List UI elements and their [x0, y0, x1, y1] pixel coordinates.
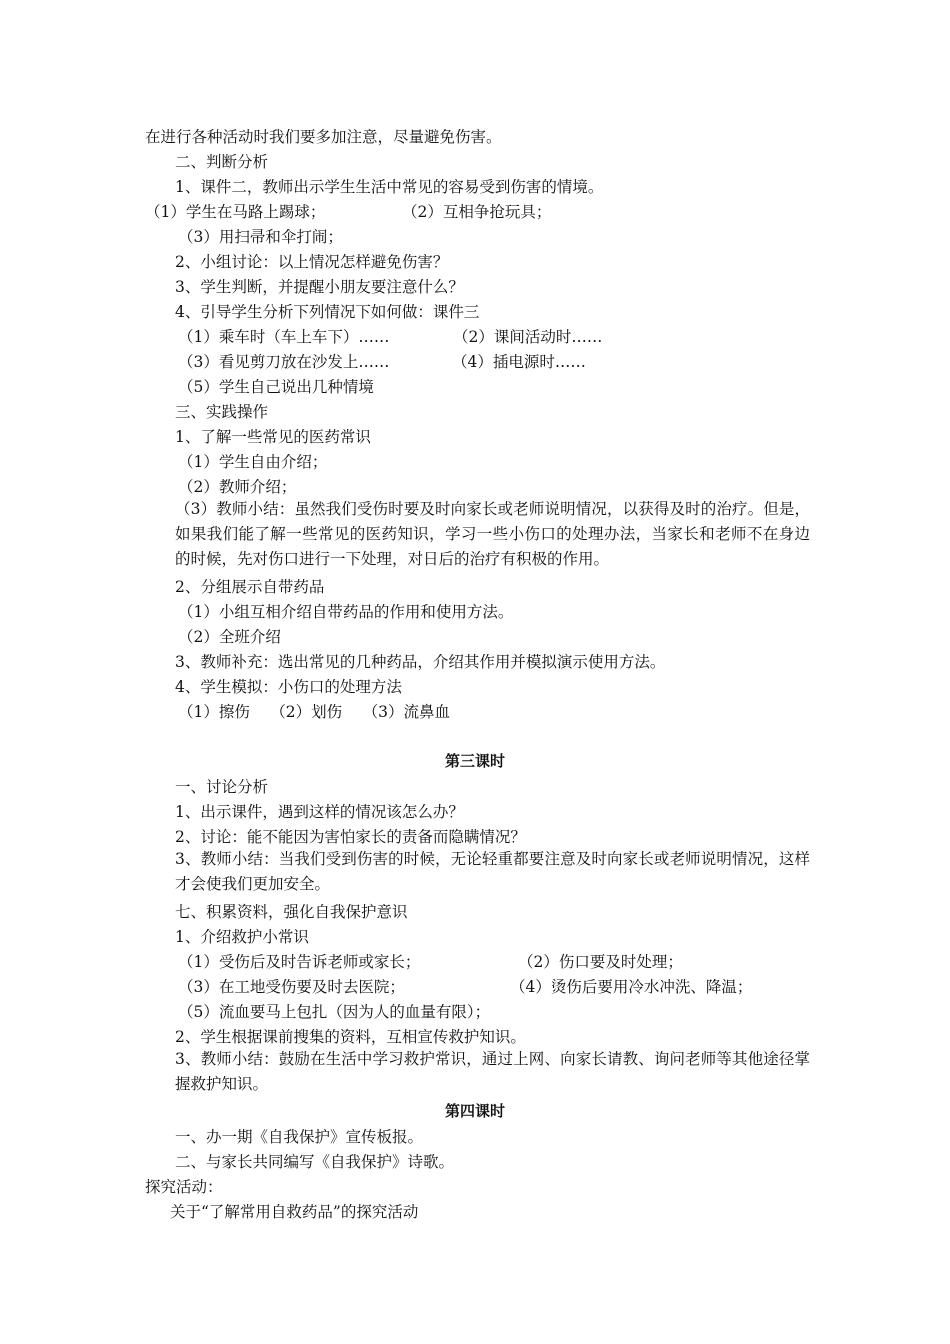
text-line: 在进行各种活动时我们要多加注意，尽量避免伤害。 — [145, 128, 502, 146]
text-line: 2、分组展示自带药品 — [175, 578, 325, 596]
list-item: （3）看见剪刀放在沙发上…… — [178, 353, 390, 371]
list-item: （1）乘车时（车上车下）…… — [178, 328, 390, 346]
list-item: （1）学生在马路上踢球； — [145, 203, 326, 221]
text-line: 1、了解一些常见的医药常识 — [175, 428, 371, 446]
list-item: （2）课间活动时…… — [453, 328, 603, 346]
list-item: （2）互相争抢玩具； — [402, 203, 552, 221]
text-line: 二、与家长共同编写《自我保护》诗歌。 — [175, 1153, 455, 1171]
paragraph-teacher-summary-2 — [145, 847, 810, 897]
section-heading: 一、讨论分析 — [175, 778, 269, 796]
paragraph-teacher-summary-3 — [145, 1047, 810, 1097]
text-line: 2、学生根据课前搜集的资料，互相宣传救护知识。 — [175, 1028, 526, 1046]
paragraph-teacher-summary — [145, 497, 810, 572]
text-line: 1、介绍救护小常识 — [175, 928, 309, 946]
section-heading: 三、实践操作 — [175, 403, 269, 421]
text-line: 4、学生模拟：小伤口的处理方法 — [175, 678, 402, 696]
text-line: 2、小组讨论：以上情况怎样避免伤害？ — [175, 253, 449, 271]
list-item: （4）烫伤后要用冷水冲洗、降温； — [510, 978, 753, 996]
list-item: （5）流血要马上包扎（因为人的血量有限）； — [178, 1003, 491, 1021]
text-line: 2、讨论：能不能因为害怕家长的责备而隐瞒情况？ — [175, 828, 526, 846]
text-line: 4、引导学生分析下列情况下如何做：课件三 — [175, 303, 480, 321]
text-line: 3、学生判断，并提醒小朋友要注意什么？ — [175, 278, 464, 296]
list-item: （3）在工地受伤要及时去医院； — [178, 978, 405, 996]
list-item: （4）插电源时…… — [452, 353, 586, 371]
list-item: （5）学生自己说出几种情境 — [178, 378, 374, 396]
text-line: 关于“了解常用自救药品”的探究活动 — [170, 1203, 419, 1221]
text-line: 探究活动： — [145, 1178, 223, 1196]
list-item: （2）伤口要及时处理； — [518, 953, 683, 971]
text-line: 3、教师补充：选出常见的几种药品，介绍其作用并模拟演示使用方法。 — [175, 653, 666, 671]
text-line: 1、出示课件，遇到这样的情况该怎么办？ — [175, 803, 464, 821]
paragraph-text: 3、教师小结：鼓励在生活中学习救护常识，通过上网、向家长请教、询问老师等其他途径掌握救护知识。 — [175, 1050, 810, 1093]
list-item: （1）小组互相介绍自带药品的作用和使用方法。 — [178, 603, 514, 621]
list-item: （3）用扫帚和伞打闹； — [178, 228, 343, 246]
list-item: （2）全班介绍 — [178, 628, 281, 646]
section-heading: 七、积累资料，强化自我保护意识 — [175, 903, 408, 921]
list-item: （1）擦伤 （2）划伤 （3）流鼻血 — [178, 703, 450, 721]
lesson-title-3: 第三课时 — [444, 752, 505, 770]
list-item: （1）学生自由介绍； — [178, 453, 328, 471]
lesson-title-4: 第四课时 — [444, 1102, 505, 1120]
paragraph-text: （3）教师小结：虽然我们受伤时要及时向家长或老师说明情况，以获得及时的治疗。但是，如果我们能了解一些常见的医药知识，学习一些小伤口的处理办法，当家长和老师不在身边的时候，先对伤口进行一下处理，对日后的治疗有积极的作用。 — [175, 500, 810, 568]
list-item: （1）受伤后及时告诉老师或家长； — [178, 953, 421, 971]
list-item: （2）教师介绍； — [178, 478, 297, 496]
paragraph-text: 3、教师小结：当我们受到伤害的时候，无论轻重都要注意及时向家长或老师说明情况，这样才会使我们更加安全。 — [175, 850, 810, 893]
text-line: 1、课件二，教师出示学生生活中常见的容易受到伤害的情境。 — [175, 178, 604, 196]
section-heading: 二、判断分析 — [175, 153, 269, 171]
text-line: 一、办一期《自我保护》宣传板报。 — [175, 1128, 424, 1146]
